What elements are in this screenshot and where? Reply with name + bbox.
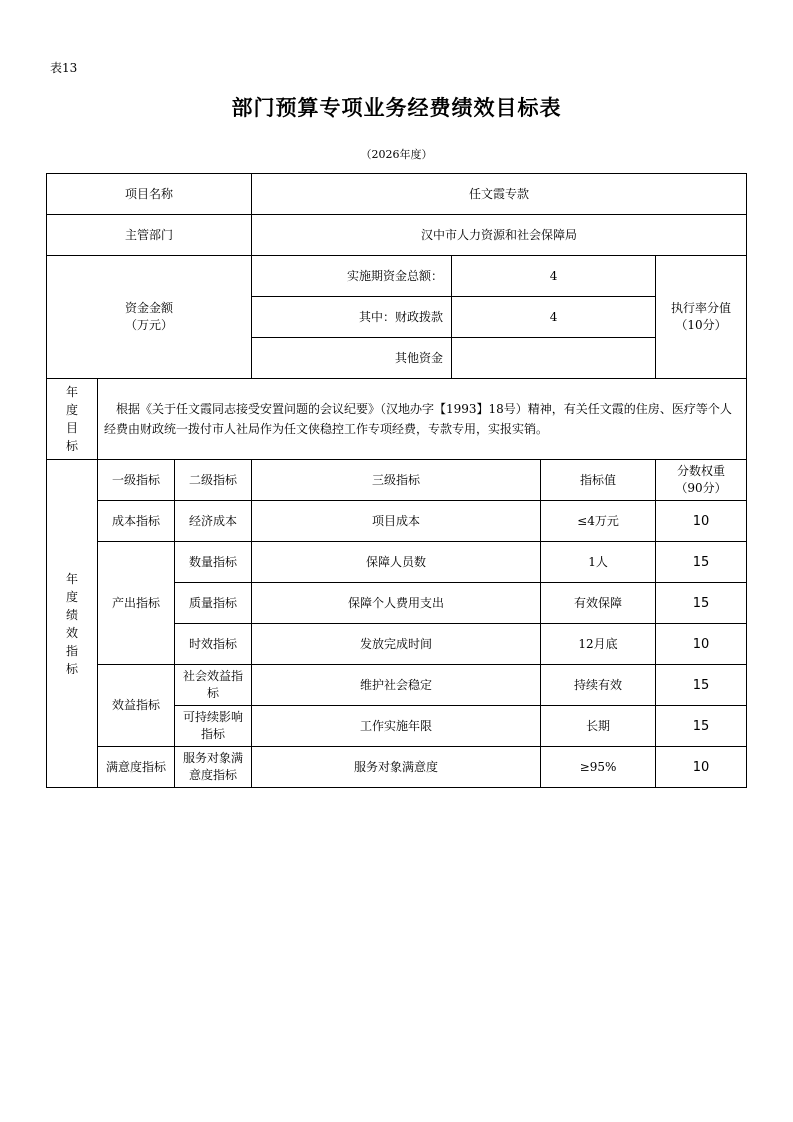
value-cell: 有效保障 [541,583,656,624]
section-label-char: 指 [65,643,78,658]
project-name-value: 任文霞专款 [252,174,747,215]
value-cell: 长期 [541,706,656,747]
weight-cell: 15 [656,706,747,747]
goal-label-char: 标 [65,439,78,453]
funds-total-value: 4 [452,256,656,297]
satisfaction-indicator-label: 满意度指标 [98,747,175,788]
weight-cell: 10 [656,501,747,542]
funds-other-value [452,338,656,379]
level3-cell: 项目成本 [252,501,541,542]
level3-cell: 服务对象满意度 [252,747,541,788]
weight-cell: 15 [656,583,747,624]
value-cell: 持续有效 [541,665,656,706]
weight-cell: 15 [656,542,747,583]
level2-cell: 时效指标 [175,624,252,665]
value-cell: 12月底 [541,624,656,665]
annual-goal-row [47,379,747,460]
table-row [47,665,747,706]
fiscal-year: （2026年度） [360,148,433,161]
weight-cell: 10 [656,747,747,788]
header-weight-line1: 分数权重 [677,464,726,478]
funds-other-label: 其他资金 [252,338,452,379]
section-label-char: 效 [65,625,78,640]
header-weight-line2: （90分） [675,481,727,495]
department-value: 汉中市人力资源和社会保障局 [252,215,747,256]
department-row [47,215,747,256]
header-value: 指标值 [541,460,656,501]
level3-cell: 工作实施年限 [252,706,541,747]
output-indicator-label: 产出指标 [98,542,175,665]
table-row [47,542,747,583]
department-label: 主管部门 [47,215,252,256]
header-level2: 二级指标 [175,460,252,501]
header-weight [656,460,747,501]
section-label-char: 绩 [65,607,78,622]
header-level3: 三级指标 [252,460,541,501]
table-row [47,747,747,788]
annual-goal-label [47,379,98,460]
value-cell: 1人 [541,542,656,583]
section-label-char: 度 [65,589,78,604]
funds-total-row [47,256,747,297]
funds-fiscal-label: 其中：财政拨款 [252,297,452,338]
level2-cell: 数量指标 [175,542,252,583]
execution-rate-score [656,256,747,379]
value-cell: ≥95% [541,747,656,788]
annual-goal-text: 根据《关于任文霞同志接受安置问题的会议纪要》（汉地办字【1993】18号）精神，有关任文霞的住房、医疗等个人经费由财政统一拨付市人社局作为任文侠稳控工作专项经费，专款专用，实报实销。 [98,379,747,460]
funds-label-line1: 资金金额 [125,301,174,315]
funds-label [47,256,252,379]
level3-cell: 保障个人费用支出 [252,583,541,624]
goal-label-char: 度 [65,403,78,417]
funds-label-line2: （万元） [125,318,174,332]
table-number: 表13 [50,61,78,75]
level2-cell: 经济成本 [175,501,252,542]
goal-label-char: 目 [65,421,78,435]
value-cell: ≤4万元 [541,501,656,542]
indicator-header-row [47,460,747,501]
section-label-char: 标 [65,661,78,676]
weight-cell: 15 [656,665,747,706]
header-level1: 一级指标 [98,460,175,501]
benefit-indicator-label: 效益指标 [98,665,175,747]
project-name-label: 项目名称 [47,174,252,215]
execution-rate-line1: 执行率分值 [671,301,732,315]
funds-fiscal-value: 4 [452,297,656,338]
level2-cell: 服务对象满意度指标 [175,747,252,788]
performance-target-table [46,173,747,788]
level2-cell: 可持续影响指标 [175,706,252,747]
funds-total-label: 实施期资金总额： [252,256,452,297]
page-title: 部门预算专项业务经费绩效目标表 [231,96,562,120]
execution-rate-line2: （10分） [675,318,727,332]
project-name-row [47,174,747,215]
table-row [47,501,747,542]
level3-cell: 维护社会稳定 [252,665,541,706]
level2-cell: 质量指标 [175,583,252,624]
section-label-char: 年 [65,571,78,586]
goal-label-char: 年 [65,385,78,399]
cost-indicator-label: 成本指标 [98,501,175,542]
level3-cell: 发放完成时间 [252,624,541,665]
level3-cell: 保障人员数 [252,542,541,583]
indicator-section-label [47,460,98,788]
level2-cell: 社会效益指标 [175,665,252,706]
weight-cell: 10 [656,624,747,665]
